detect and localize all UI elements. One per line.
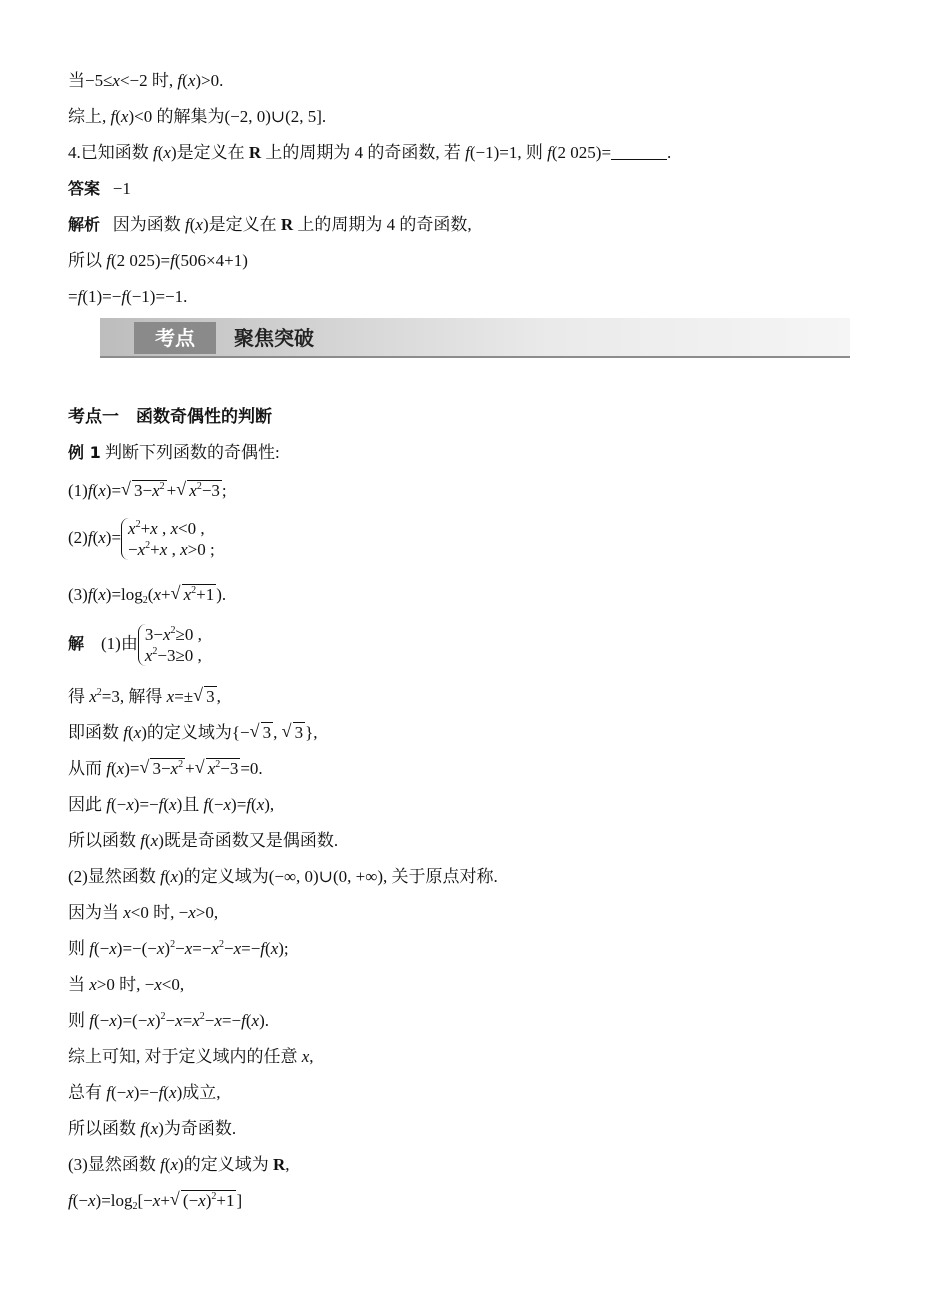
problem-2: (2)f(x)= $x^2+x$ , x<0 , $-x^2+x$ , x>0 ;	[68, 519, 215, 560]
problem-3: $(3)f(x)=\log_2(x+$ √ $x^2+1$ ).	[68, 583, 227, 606]
text-line: (3)显然函数 f(x)的定义域为 R,	[68, 1155, 290, 1174]
text-line: 则 $f(-x)=-(-x)^2-x=-x^2-x=-f(x)$;	[68, 939, 289, 958]
text-line: 当−5≤x<−2 时, f(x)>0.	[68, 71, 224, 90]
question-4: 4.已知函数 f(x)是定义在 R 上的周期为 4 的奇函数, 若 f(−1)=1, 则 f(2 025)= .	[68, 143, 672, 162]
text-line: 则 $f(-x)=(-x)^2-x=x^2-x=-f(x)$.	[68, 1011, 269, 1030]
section-heading: 考点一 函数奇偶性的判断	[68, 407, 272, 427]
text-line: 即函数 f(x)的定义域为{− √ 3 , √ 3 },	[68, 721, 318, 742]
answer-label: 答案	[68, 179, 101, 198]
text-line: 总有 f(−x)=−f(x)成立,	[68, 1083, 221, 1102]
example-line: 例 1 判断下列函数的奇偶性:	[68, 443, 280, 462]
text-line: 当 x>0 时, −x<0,	[68, 975, 185, 994]
text-line: 综上, f(x)<0 的解集为(−2, 0)∪(2, 5].	[68, 107, 327, 126]
text-line: 因此 f(−x)=−f(x)且 f(−x)=f(x),	[68, 795, 275, 814]
piecewise-brace: $x^2+x$ , x<0 , $-x^2+x$ , x>0 ;	[121, 518, 215, 560]
text-line: $f(-x)=\log_2[-x+$ √ $(-x)^2+1$ ]	[68, 1189, 243, 1212]
step-line: 所以 f(2 025)=f(506×4+1)	[68, 251, 248, 270]
step-line: =f(1)=−f(−1)=−1.	[68, 287, 188, 306]
analysis-label: 解析	[68, 215, 101, 234]
text-line: 得 $x^2=3$, 解得 x=± √ 3 ,	[68, 685, 221, 706]
solution-label: 解	[68, 634, 85, 653]
answer-value: −1	[112, 179, 131, 198]
answer-blank	[611, 143, 667, 160]
text-line: 综上可知, 对于定义域内的任意 x,	[68, 1047, 314, 1066]
banner-tag: 考点	[134, 322, 216, 354]
text-line: 所以函数 f(x)既是奇函数又是偶函数.	[68, 831, 339, 850]
text-line: 所以函数 f(x)为奇函数.	[68, 1119, 237, 1138]
analysis-line: 解析 因为函数 f(x)是定义在 R 上的周期为 4 的奇函数,	[68, 215, 472, 234]
system-brace: $3-x^2\ge 0$ , $x^2-3\ge 0$ ,	[138, 624, 202, 666]
text-line: 从而 f(x)= √ $3-x^2$ + √ $x^2-3 =0$.	[68, 757, 263, 778]
text-line: (2)显然函数 f(x)的定义域为(−∞, 0)∪(0, +∞), 关于原点对称.	[68, 867, 498, 886]
example-label: 例 1	[68, 443, 101, 462]
text-line: 因为当 x<0 时, −x>0,	[68, 903, 219, 922]
banner-title: 聚焦突破	[234, 326, 314, 350]
solution-start: 解 (1)由 $3-x^2\ge 0$ , $x^2-3\ge 0$ ,	[68, 625, 202, 666]
section-banner	[100, 318, 850, 358]
answer-line	[68, 178, 131, 200]
problem-1: (1)f(x)= √ $3-x^2$ + √ $x^2-3$ ;	[68, 479, 227, 500]
